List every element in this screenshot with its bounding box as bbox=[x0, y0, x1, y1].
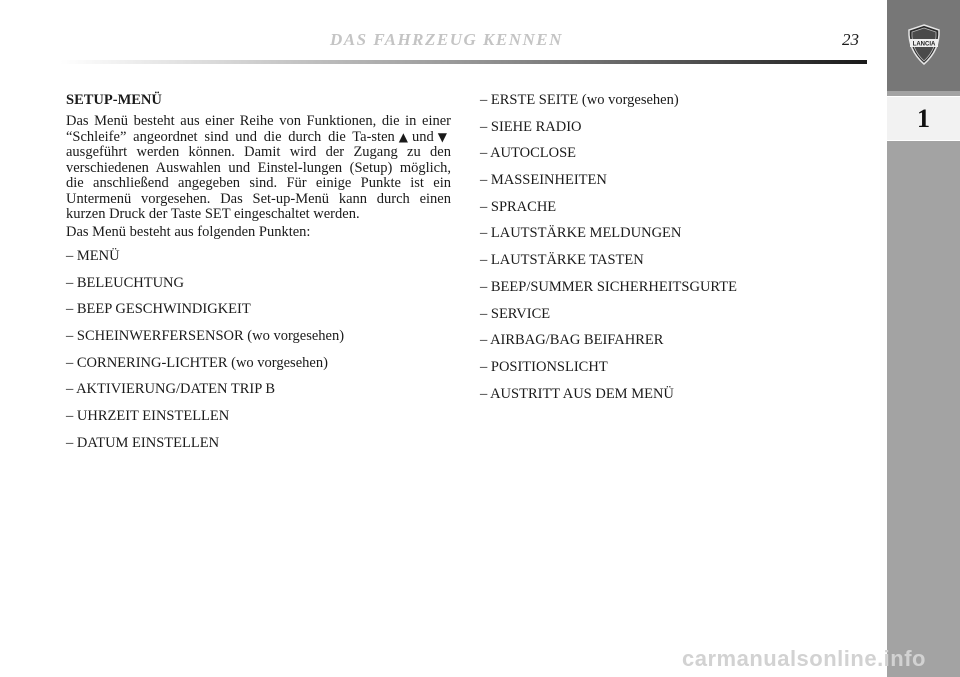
page-number: 23 bbox=[842, 30, 859, 49]
list-item: – UHRZEIT EINSTELLEN bbox=[66, 408, 230, 425]
list-item: – LAUTSTÄRKE MELDUNGEN bbox=[480, 225, 682, 242]
list-item: – AIRBAG/BAG BEIFAHRER bbox=[480, 332, 664, 349]
intro-paragraph bbox=[66, 114, 451, 223]
list-item: – AUSTRITT AUS DEM MENÜ bbox=[480, 385, 674, 402]
list-item: – BEEP/SUMMER SICHERHEITSGURTE bbox=[480, 278, 737, 295]
intro-text-2: ausgeführt werden können. Damit wird der Zugang zu den verschiedenen Auswahlen und Einstel-lungen (Setup) möglich, die anschließend angegeben sind. Für einige Punkte ist ein Untermenü vorgesehen. Das Set-up-Menü kann durch einen kurzen Druck der Taste SET eingeschaltet werden. bbox=[66, 144, 451, 222]
logo-box bbox=[887, 0, 960, 91]
up-arrow-icon: ▲ bbox=[398, 129, 409, 144]
lancia-logo-icon bbox=[906, 24, 942, 66]
section-heading: SETUP-MENÜ bbox=[66, 92, 162, 108]
svg-text:LANCIA: LANCIA bbox=[912, 41, 936, 48]
list-item: – MENÜ bbox=[66, 248, 120, 264]
list-item: – AUTOCLOSE bbox=[480, 145, 577, 162]
list-item: – SPRACHE bbox=[480, 198, 557, 215]
list-item: – SIEHE RADIO bbox=[480, 118, 582, 135]
chapter-number: 1 bbox=[917, 103, 930, 133]
menu-items-right bbox=[480, 92, 860, 403]
left-column bbox=[66, 92, 451, 462]
list-item: – SERVICE bbox=[480, 305, 551, 322]
list-item: – POSITIONSLICHT bbox=[480, 358, 608, 375]
list-item: – AKTIVIERUNG/DATEN TRIP B bbox=[66, 381, 276, 398]
chapter-sidebar bbox=[887, 0, 960, 677]
chapter-tab[interactable] bbox=[887, 96, 960, 141]
list-item: – DATUM EINSTELLEN bbox=[66, 434, 220, 451]
list-item: – ERSTE SEITE (wo vorgesehen) bbox=[480, 92, 679, 108]
watermark: carmanualsonline.info bbox=[682, 646, 926, 671]
list-item: – LAUTSTÄRKE TASTEN bbox=[480, 252, 644, 269]
list-item: – MASSEINHEITEN bbox=[480, 172, 607, 189]
list-item: – BELEUCHTUNG bbox=[66, 274, 185, 291]
list-item: – CORNERING-LICHTER (wo vorgesehen) bbox=[66, 354, 328, 371]
header-title: DAS FAHRZEUG KENNEN bbox=[330, 30, 563, 49]
intro-text-1: Das Menü besteht aus einer Reihe von Funktionen, die in einer “Schleife” angeordnet sind und die durch die Ta-sten bbox=[66, 113, 451, 145]
down-arrow-icon: ▼ bbox=[437, 129, 447, 144]
menu-items-left bbox=[66, 248, 451, 452]
right-column bbox=[480, 92, 860, 412]
intro-conjunction: und bbox=[412, 128, 434, 145]
header-rule bbox=[60, 60, 867, 64]
list-item: – BEEP GESCHWINDIGKEIT bbox=[66, 301, 251, 318]
list-item: – SCHEINWERFERSENSOR (wo vorgesehen) bbox=[66, 328, 345, 345]
list-intro: Das Menü besteht aus folgenden Punkten: bbox=[66, 223, 311, 240]
